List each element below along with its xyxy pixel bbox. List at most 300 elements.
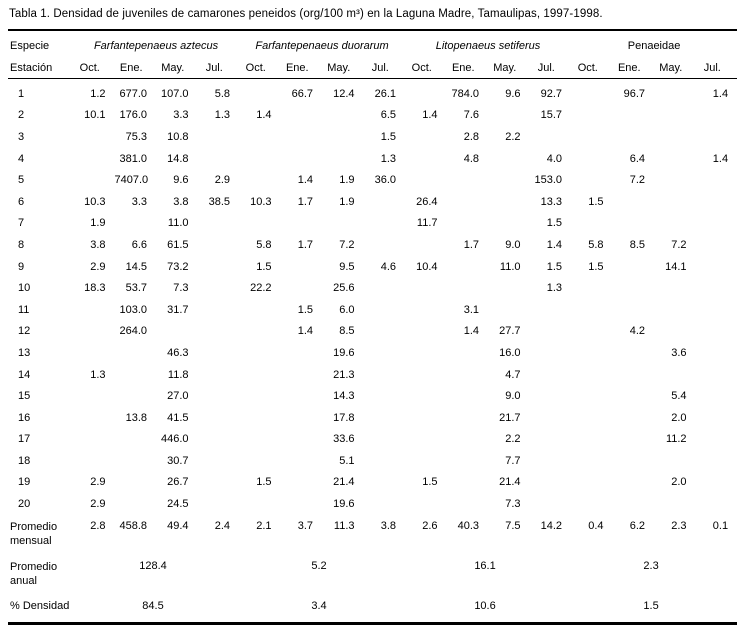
density-value-cell [364, 429, 406, 451]
density-value-cell: 73.2 [167, 260, 189, 273]
density-value-cell: 7.3 [505, 498, 521, 511]
density-value-cell [654, 277, 696, 299]
density-value-cell [530, 342, 572, 364]
density-value-cell: 8.5 [339, 325, 355, 338]
density-value-cell: 1.2 [90, 87, 106, 100]
density-value-cell [115, 342, 157, 364]
density-value-cell [364, 277, 406, 299]
density-value-cell: 92.7 [540, 87, 563, 100]
density-value-cell [405, 277, 447, 299]
density-value-cell [696, 213, 738, 235]
density-value-cell: 8.5 [629, 238, 646, 251]
annual-value-duorarum: 5.2 [311, 559, 327, 572]
density-value-cell [198, 407, 240, 429]
density-value-cell [239, 407, 281, 429]
density-value-cell [613, 493, 655, 515]
density-value-cell: 9.5 [339, 260, 355, 273]
group-header-duorarum: Farfantepenaeus duorarum [255, 40, 389, 52]
monthly-average-value: 0.4 [588, 519, 604, 532]
density-value-cell: 1.7 [463, 238, 480, 251]
density-value-cell: 4.0 [546, 152, 563, 165]
density-value-cell: 1.3 [90, 368, 106, 381]
density-value-cell: 14.8 [167, 152, 189, 165]
density-value-cell: 1.5 [546, 260, 563, 273]
percent-density-row [8, 598, 737, 624]
density-value-cell [73, 126, 115, 148]
density-value-cell [447, 277, 489, 299]
density-value-cell [239, 342, 281, 364]
density-value-cell: 1.4 [546, 238, 563, 251]
density-value-cell: 3.8 [90, 238, 106, 251]
table-caption: Tabla 1. Densidad de juveniles de camarones peneidos (org/100 m³) en la Laguna Madre, Tamaulipas, 1997-1998. [9, 8, 603, 20]
density-value-cell [488, 148, 530, 170]
density-value-cell [239, 493, 281, 515]
station-row [8, 169, 737, 191]
station-label: 11 [18, 303, 30, 316]
density-value-cell [364, 472, 406, 494]
density-value-cell [571, 493, 613, 515]
density-value-cell [654, 493, 696, 515]
density-value-cell [571, 364, 613, 386]
density-value-cell: 2.9 [90, 498, 106, 511]
station-row [8, 148, 737, 170]
header-estacion: Estación [8, 57, 73, 79]
month-header-0-1: Ene. [115, 57, 157, 79]
density-value-cell [239, 364, 281, 386]
density-value-cell [281, 407, 323, 429]
density-value-cell: 5.1 [339, 454, 355, 467]
density-value-cell [447, 429, 489, 451]
density-value-cell: 4.8 [463, 152, 480, 165]
station-label: 18 [18, 454, 31, 467]
density-value-setiferus: 10.6 [474, 599, 496, 612]
density-value-cell: 21.4 [333, 476, 355, 489]
density-value-cell [571, 213, 613, 235]
density-value-penaeidae: 1.5 [643, 599, 659, 612]
density-value-cell: 1.5 [588, 260, 604, 273]
group-header-penaeidae: Penaeidae [627, 40, 681, 52]
density-value-cell: 26.7 [167, 476, 189, 489]
density-value-cell: 2.9 [90, 476, 106, 489]
density-value-cell [696, 299, 738, 321]
monthly-average-value: 2.1 [256, 519, 272, 532]
density-value-cell [405, 79, 447, 105]
density-value-cell [613, 342, 655, 364]
density-value-cell [115, 429, 157, 451]
density-value-cell [281, 213, 323, 235]
density-value-cell [405, 364, 447, 386]
density-value-cell [447, 472, 489, 494]
station-row [8, 299, 737, 321]
density-value-cell [447, 407, 489, 429]
monthly-average-value: 2.8 [90, 519, 106, 532]
density-value-cell [613, 385, 655, 407]
density-value-cell [405, 169, 447, 191]
density-value-cell [447, 256, 489, 278]
station-label: 13 [18, 346, 31, 359]
density-value-cell [696, 321, 738, 343]
density-value-cell [447, 493, 489, 515]
density-value-cell: 26.1 [374, 87, 397, 100]
density-value-cell: 5.4 [671, 390, 687, 403]
density-value-cell [239, 213, 281, 235]
density-value-cell [571, 169, 613, 191]
density-value-cell: 21.3 [333, 368, 355, 381]
density-value-cell [73, 299, 115, 321]
density-value-cell: 26.4 [416, 195, 438, 208]
density-value-cell [198, 148, 240, 170]
density-value-cell [239, 79, 281, 105]
density-value-cell: 7.2 [671, 238, 687, 251]
density-value-cell [613, 407, 655, 429]
density-value-cell: 103.0 [119, 303, 147, 316]
density-value-cell: 9.0 [505, 390, 521, 403]
station-row [8, 321, 737, 343]
density-value-cell [239, 385, 281, 407]
density-value-cell [613, 256, 655, 278]
density-value-cell [405, 299, 447, 321]
density-value-cell: 19.6 [333, 498, 355, 511]
density-value-cell: 1.3 [214, 109, 231, 122]
density-value-cell [530, 299, 572, 321]
density-value-cell [571, 472, 613, 494]
density-value-cell [405, 493, 447, 515]
density-value-cell: 1.5 [256, 476, 272, 489]
density-value-cell: 107.0 [160, 87, 189, 100]
density-value-cell [530, 407, 572, 429]
density-value-cell [364, 234, 406, 256]
month-header-3-3: Jul. [696, 57, 738, 79]
monthly-average-value: 458.8 [119, 519, 147, 532]
density-value-cell: 3.1 [463, 303, 480, 316]
density-value-cell [115, 493, 157, 515]
density-value-cell: 6.4 [629, 152, 646, 165]
density-value-cell [696, 234, 738, 256]
station-row [8, 191, 737, 213]
density-value-cell [696, 277, 738, 299]
density-value-cell [571, 450, 613, 472]
density-value-cell [613, 126, 655, 148]
density-value-cell [405, 450, 447, 472]
density-value-cell [530, 493, 572, 515]
density-value-cell [364, 407, 406, 429]
station-label: 4 [18, 152, 25, 165]
station-row [8, 429, 737, 451]
density-value-cell: 3.3 [131, 195, 147, 208]
density-value-cell: 5.8 [256, 238, 272, 251]
density-value-cell [696, 191, 738, 213]
annual-average-label: Promedio anual [10, 560, 58, 588]
density-value-cell: 1.5 [256, 260, 272, 273]
density-value-cell [613, 472, 655, 494]
density-value-cell: 24.5 [167, 498, 189, 511]
density-value-cell [198, 493, 240, 515]
density-value-cell [488, 213, 530, 235]
density-value-cell [364, 364, 406, 386]
density-value-cell [281, 364, 323, 386]
density-value-cell [571, 79, 613, 105]
density-value-cell [364, 450, 406, 472]
density-value-cell: 31.7 [167, 303, 189, 316]
density-value-cell [696, 493, 738, 515]
density-value-cell [613, 191, 655, 213]
density-value-cell [73, 429, 115, 451]
month-header-1-2: May. [322, 57, 364, 79]
density-value-cell: 13.8 [125, 411, 147, 424]
station-label: 8 [18, 238, 25, 251]
density-value-cell [571, 277, 613, 299]
density-value-cell: 27.0 [167, 390, 189, 403]
density-value-cell [571, 407, 613, 429]
density-value-cell: 11.7 [416, 217, 438, 230]
density-value-cell [364, 213, 406, 235]
density-value-cell [530, 472, 572, 494]
density-value-cell: 784.0 [451, 87, 480, 100]
density-value-cell [239, 321, 281, 343]
density-value-cell [696, 472, 738, 494]
density-value-cell [405, 126, 447, 148]
density-value-cell: 21.7 [499, 411, 521, 424]
density-value-cell [447, 213, 489, 235]
density-value-cell [696, 169, 738, 191]
monthly-average-value: 2.6 [422, 519, 438, 532]
monthly-average-value: 0.1 [712, 519, 729, 532]
density-value-cell [405, 407, 447, 429]
station-row [8, 407, 737, 429]
density-value-cell [198, 321, 240, 343]
density-value-cell [447, 169, 489, 191]
density-value-cell [447, 450, 489, 472]
density-value-cell [281, 493, 323, 515]
density-value-cell: 3.8 [173, 195, 189, 208]
density-value-cell: 18.3 [84, 282, 106, 295]
density-value-cell [654, 105, 696, 127]
density-value-cell [447, 342, 489, 364]
density-value-cell: 1.9 [90, 217, 106, 230]
density-value-cell: 2.2 [505, 433, 521, 446]
density-value-cell: 677.0 [119, 87, 147, 100]
station-label: 15 [18, 390, 31, 403]
density-value-cell: 1.7 [297, 238, 314, 251]
density-value-cell [239, 299, 281, 321]
density-value-cell [613, 277, 655, 299]
density-value-cell [198, 126, 240, 148]
density-value-cell [530, 364, 572, 386]
density-value-cell: 1.4 [297, 174, 314, 187]
density-value-cell [73, 342, 115, 364]
density-value-cell: 2.2 [505, 130, 521, 143]
station-label: 16 [18, 411, 31, 424]
monthly-average-value: 14.2 [540, 519, 563, 532]
density-value-cell: 19.6 [333, 346, 355, 359]
density-value-cell [322, 148, 364, 170]
group-header-aztecus: Farfantepenaeus aztecus [93, 40, 219, 52]
station-row [8, 342, 737, 364]
density-value-cell: 38.5 [208, 195, 231, 208]
density-value-cell [115, 472, 157, 494]
density-value-cell: 7.2 [339, 238, 355, 251]
density-value-cell: 1.5 [380, 130, 397, 143]
density-value-cell [281, 429, 323, 451]
density-value-cell [239, 450, 281, 472]
density-value-cell [447, 191, 489, 213]
monthly-average-value: 3.7 [297, 519, 314, 532]
density-value-cell [364, 385, 406, 407]
density-value-cell [654, 450, 696, 472]
density-value-cell: 30.7 [167, 454, 189, 467]
density-value-cell [281, 342, 323, 364]
density-value-cell [613, 213, 655, 235]
density-value-cell [198, 364, 240, 386]
density-value-cell: 36.0 [374, 174, 397, 187]
density-value-cell [364, 299, 406, 321]
density-value-cell [571, 299, 613, 321]
density-value-cell: 10.3 [84, 195, 106, 208]
density-value-cell: 3.3 [173, 109, 189, 122]
density-value-cell [488, 105, 530, 127]
density-value-cell: 1.3 [380, 152, 397, 165]
station-row [8, 385, 737, 407]
density-value-cell [364, 191, 406, 213]
density-value-cell: 176.0 [119, 109, 147, 122]
density-value-cell: 9.6 [173, 174, 189, 187]
density-value-cell [654, 126, 696, 148]
density-value-cell [696, 407, 738, 429]
month-header-3-2: May. [654, 57, 696, 79]
annual-value-setiferus: 16.1 [474, 559, 496, 572]
density-value-cell [571, 126, 613, 148]
density-value-cell [613, 105, 655, 127]
density-value-cell: 1.5 [588, 195, 604, 208]
density-value-cell [281, 148, 323, 170]
month-header-1-0: Oct. [239, 57, 281, 79]
density-value-cell: 1.7 [297, 195, 314, 208]
density-value-cell [198, 385, 240, 407]
density-value-cell: 7.2 [629, 174, 646, 187]
density-value-cell [198, 472, 240, 494]
density-value-cell [530, 126, 572, 148]
density-value-cell: 11.0 [499, 260, 521, 273]
density-value-cell [488, 299, 530, 321]
density-value-cell [613, 299, 655, 321]
annual-value-aztecus: 128.4 [139, 559, 167, 572]
density-value-cell [198, 342, 240, 364]
density-value-cell [198, 213, 240, 235]
monthly-average-row [8, 515, 737, 558]
density-value-cell [239, 126, 281, 148]
density-value-cell [198, 299, 240, 321]
density-value-cell [281, 105, 323, 127]
density-value-cell: 1.4 [712, 87, 729, 100]
monthly-average-label: Promedio mensual [10, 520, 58, 548]
density-value-cell: 381.0 [119, 152, 147, 165]
density-value-cell: 5.8 [214, 87, 231, 100]
density-value-cell [322, 105, 364, 127]
density-value-cell [73, 148, 115, 170]
density-value-cell [322, 213, 364, 235]
month-header-0-3: Jul. [198, 57, 240, 79]
density-value-cell [405, 385, 447, 407]
station-row [8, 493, 737, 515]
month-header-3-1: Ene. [613, 57, 655, 79]
density-value-cell: 41.5 [167, 411, 189, 424]
density-value-cell: 14.3 [333, 390, 355, 403]
density-value-cell: 7.7 [505, 454, 521, 467]
density-value-cell: 2.9 [90, 260, 106, 273]
density-value-duorarum: 3.4 [311, 599, 327, 612]
density-value-cell: 4.6 [380, 260, 397, 273]
station-row [8, 79, 737, 105]
station-row [8, 126, 737, 148]
density-value-cell [654, 191, 696, 213]
station-label: 9 [18, 260, 25, 273]
density-value-cell [571, 148, 613, 170]
density-value-cell: 2.0 [671, 411, 687, 424]
density-value-cell [696, 256, 738, 278]
density-value-cell [654, 79, 696, 105]
station-row [8, 234, 737, 256]
density-value-cell: 22.2 [250, 282, 272, 295]
station-label: 14 [18, 368, 31, 381]
density-value-cell: 96.7 [623, 87, 646, 100]
density-value-cell: 66.7 [291, 87, 314, 100]
density-value-cell [571, 385, 613, 407]
density-value-cell [73, 450, 115, 472]
density-value-cell: 4.7 [505, 368, 521, 381]
station-row [8, 364, 737, 386]
density-value-cell [364, 321, 406, 343]
density-value-cell: 1.5 [546, 217, 563, 230]
density-value-cell: 6.0 [339, 303, 355, 316]
month-header-2-3: Jul. [530, 57, 572, 79]
density-value-cell: 33.6 [333, 433, 355, 446]
density-value-cell [281, 256, 323, 278]
density-value-cell: 4.2 [629, 325, 646, 338]
density-value-cell: 9.6 [505, 87, 521, 100]
density-value-cell: 12.4 [333, 87, 355, 100]
density-value-cell [613, 364, 655, 386]
group-header-setiferus: Litopenaeus setiferus [435, 40, 541, 52]
density-value-cell [530, 321, 572, 343]
density-value-cell [571, 321, 613, 343]
density-value-cell [654, 364, 696, 386]
density-value-cell: 1.9 [339, 174, 355, 187]
density-value-cell [488, 169, 530, 191]
density-value-cell [654, 321, 696, 343]
month-header-2-1: Ene. [447, 57, 489, 79]
density-value-cell [73, 407, 115, 429]
density-value-cell: 1.4 [297, 325, 314, 338]
density-value-cell [156, 321, 198, 343]
station-label: 2 [18, 109, 25, 122]
density-value-cell [613, 429, 655, 451]
month-header-0-0: Oct. [73, 57, 115, 79]
station-label: 20 [18, 498, 31, 511]
monthly-average-value: 2.4 [214, 519, 231, 532]
density-value-cell [281, 472, 323, 494]
density-value-cell [239, 429, 281, 451]
density-value-cell: 2.9 [214, 174, 231, 187]
station-label: 6 [18, 195, 25, 208]
percent-density-label: % Densidad [10, 599, 70, 612]
density-value-cell: 10.4 [416, 260, 438, 273]
station-row [8, 277, 737, 299]
station-label: 5 [18, 174, 25, 187]
density-value-cell: 1.4 [256, 109, 272, 122]
density-value-cell [654, 148, 696, 170]
density-value-cell [364, 493, 406, 515]
annual-average-row [8, 558, 737, 598]
